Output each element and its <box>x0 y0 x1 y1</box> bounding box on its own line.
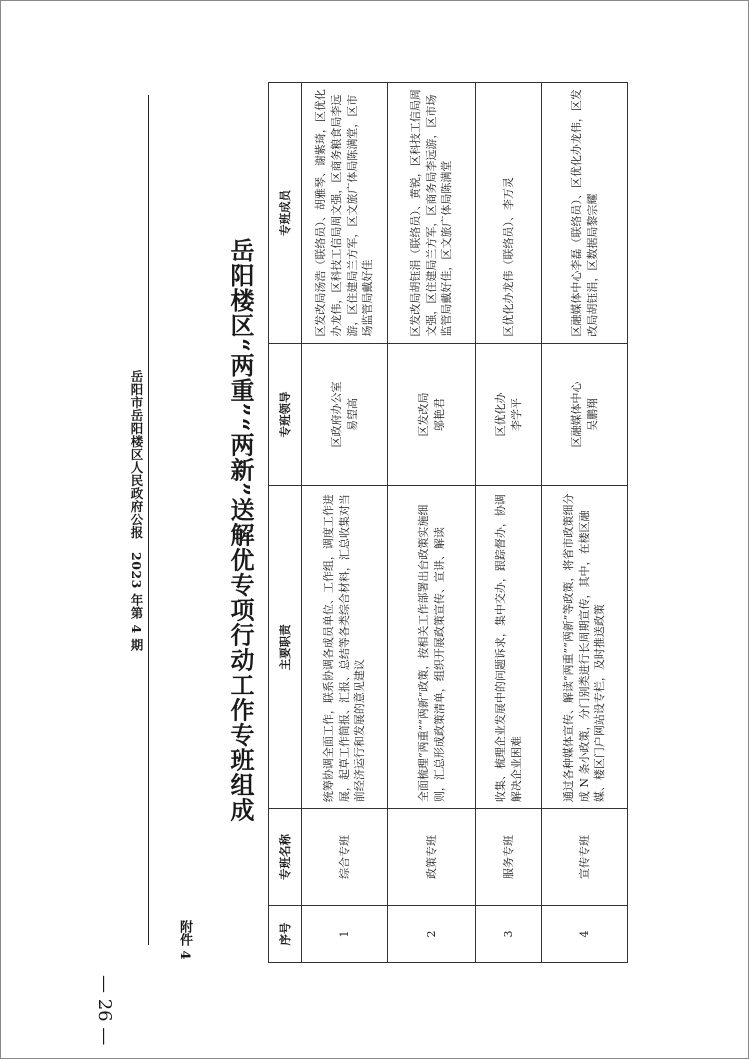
header-rule <box>148 95 149 945</box>
row-duty: 全面梳理“两重”“两新”政策，按相关工作部署出台政策实施细则，汇总形成政策清单，组织开展政策宣传、宣讲、解读 <box>388 486 476 809</box>
row-duty: 通过各种媒体宣传、解读“两重”“两新”等政策，将省市政策细分成 N 条小政策，分门别类进行长周期宣传，其中，在楼区融媒、楼区门户网站设专栏，及时推送政策 <box>542 486 628 809</box>
gazette-header: 岳阳市岳阳楼区人民政府公报 2023 年第 4 期 <box>129 370 144 652</box>
attachment-label: 附件 4 <box>177 920 192 960</box>
task-force-table <box>268 82 628 963</box>
header-leader: 专班领导 <box>269 343 302 486</box>
row-members: 区发改局胡钰涓（联络员）、黄锐，区科技工信局周文强，区住建局兰方军，区商务局李远游，区市场监管局戴好佳，区文旅广体局陈满堂 <box>388 83 476 344</box>
table-row <box>542 83 628 963</box>
row-leader: 区政府办公室 易望高 <box>302 343 388 486</box>
row-no: 2 <box>388 905 476 962</box>
row-duty: 收集、梳理企业发展中的问题诉求，集中交办，跟踪督办，协调解决企业困难 <box>476 486 542 809</box>
table-header-row <box>269 83 302 963</box>
table-row <box>476 83 542 963</box>
task-force-table-wrapper <box>268 82 620 963</box>
table-row <box>388 83 476 963</box>
row-name: 综合专班 <box>302 809 388 906</box>
row-no: 4 <box>542 905 628 962</box>
row-name: 宣传专班 <box>542 809 628 906</box>
row-no: 1 <box>302 905 388 962</box>
row-name: 政策专班 <box>388 809 476 906</box>
header-members: 专班成员 <box>269 83 302 344</box>
row-members: 区融媒体中心李磊（联络员）、区优化办龙伟，区发改局胡钰涓，区数据局黎宗耀 <box>542 83 628 344</box>
row-leader: 区融媒体中心 吴鹏翔 <box>542 343 628 486</box>
row-members: 区发改局汤浩（联络员）、胡雅琴、谢紫琦，区优化办龙伟，区科技工信局周文强，区商务粮食局李远游，区住建局兰方军，区文旅广体局陈满堂，区市场监管局戴好佳 <box>302 83 388 344</box>
row-no: 3 <box>476 905 542 962</box>
header-duty: 主要职责 <box>269 486 302 809</box>
document-title: 岳阳楼区“两重”“两新”送解优专项行动工作专班组成 <box>226 237 255 823</box>
header-no: 序号 <box>269 905 302 962</box>
row-leader: 区发改局 邬艳君 <box>388 343 476 486</box>
table-row <box>302 83 388 963</box>
row-members: 区优化办龙伟（联络员）、李万灵 <box>476 83 542 344</box>
header-name: 专班名称 <box>269 809 302 906</box>
row-leader: 区优化办 李学平 <box>476 343 542 486</box>
row-duty: 统筹协调全面工作，联系协调各成员单位、工作组，调度工作进展，起草工作简报、汇报、总结等各类综合材料，汇总收集对当前经济运行和发展的意见建议 <box>302 486 388 809</box>
page-number: — 26 — <box>94 975 115 1046</box>
row-name: 服务专班 <box>476 809 542 906</box>
